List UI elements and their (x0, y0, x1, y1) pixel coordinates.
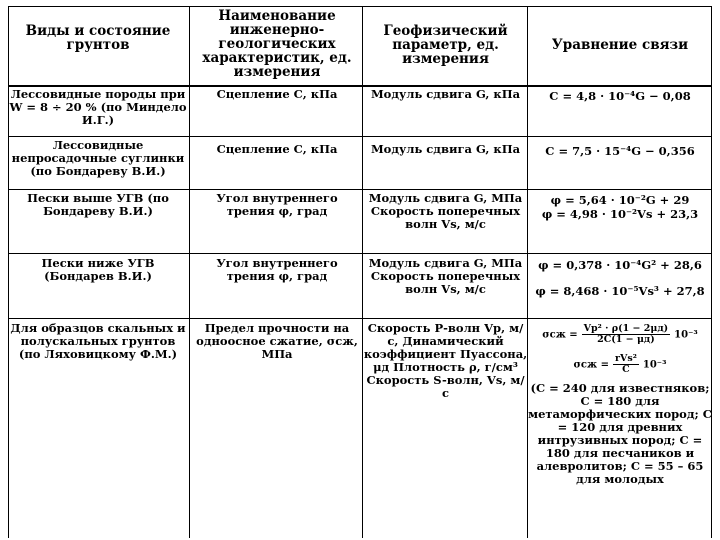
row-divider-3 (8, 253, 712, 254)
row2-characteristic: Сцепление С, кПа (216, 142, 338, 156)
header-geophysical-parameter: Геофизический параметр, ед. измерения (383, 23, 508, 67)
header-equation: Уравнение связи (551, 37, 689, 53)
row2-parameter: Модуль сдвига G, кПа (370, 142, 521, 156)
formula1-fraction (582, 324, 670, 345)
row5-formula-1 (528, 324, 712, 345)
row1-soil: Лессовидные породы при W = 8 ÷ 20 % (по Миндело И.Г.) (9, 87, 187, 127)
formula1-tail: 10⁻³ (674, 329, 698, 341)
formula2-denominator: C (622, 364, 630, 375)
header-soil-type: Виды и состояние грунтов (25, 23, 171, 53)
formula2-tail: 10⁻³ (642, 359, 667, 371)
row3-characteristic: Угол внутреннего трения φ, град (216, 191, 338, 218)
row2-equation: C = 7,5 · 15⁻⁴G − 0,356 (545, 144, 695, 158)
table-border-top (8, 6, 712, 7)
geophysics-table (8, 6, 712, 538)
row3-soil: Пески выше УГВ (по Бондареву В.И.) (27, 191, 169, 218)
formula2-numerator: rVs² (614, 353, 637, 364)
row4-soil: Пески ниже УГВ (Бондарев В.И.) (41, 256, 155, 283)
row1-parameter: Модуль сдвига G, кПа (370, 87, 521, 101)
row-divider-4 (8, 318, 712, 319)
formula1-denominator: 2C(1 − μд) (597, 334, 655, 345)
row-divider-1 (8, 136, 712, 137)
formula1-lhs: σсж = (542, 329, 578, 341)
row4-equation-1: φ = 0,378 · 10⁻⁴G² + 28,6 (538, 258, 702, 272)
header-characteristic: Наименование инженерно-геологических характеристик, ед. измерения (202, 8, 352, 80)
row1-characteristic: Сцепление С, кПа (216, 87, 338, 101)
formula2-lhs: σсж = (573, 359, 609, 371)
row3-equation-1: φ = 5,64 · 10⁻²G + 29 (550, 193, 690, 207)
row5-formula-2 (528, 354, 712, 375)
row5-parameter: Скорость Р-волн Vp, м/с, Динамический коэффициент Пуассона, μд Плотность ρ, г/см³ Скорость S-волн, Vs, м/с (363, 321, 528, 400)
row3-parameter: Модуль сдвига G, МПа Скорость поперечных волн Vs, м/с (368, 191, 523, 231)
row4-parameter: Модуль сдвига G, МПа Скорость поперечных волн Vs, м/с (368, 256, 523, 296)
row2-soil: Лессовидные непросадочные суглинки (по Бондареву В.И.) (11, 138, 185, 178)
row-divider-2 (8, 189, 712, 190)
row5-soil: Для образцов скальных и полускальных грунтов (по Ляховицкому Ф.М.) (10, 321, 186, 361)
formula1-numerator: Vp² · ρ(1 − 2μд) (583, 323, 669, 334)
row5-notes: (С = 240 для известняков; С = 180 для метаморфических пород; С = 120 для древних интрузивных пород; С = 180 для песчаников и алевролитов; С = 55 – 65 для молодых (528, 381, 712, 486)
row3-equation-2: φ = 4,98 · 10⁻²Vs + 23,3 (541, 207, 699, 221)
row5-characteristic: Предел прочности на одноосное сжатие, σсж, МПа (196, 321, 358, 361)
formula2-fraction (613, 354, 639, 375)
row4-characteristic: Угол внутреннего трения φ, град (216, 256, 338, 283)
row4-equation-2: φ = 8,468 · 10⁻⁵Vs³ + 27,8 (535, 284, 705, 298)
row1-equation: C = 4,8 · 10⁻⁴G − 0,08 (549, 89, 691, 103)
